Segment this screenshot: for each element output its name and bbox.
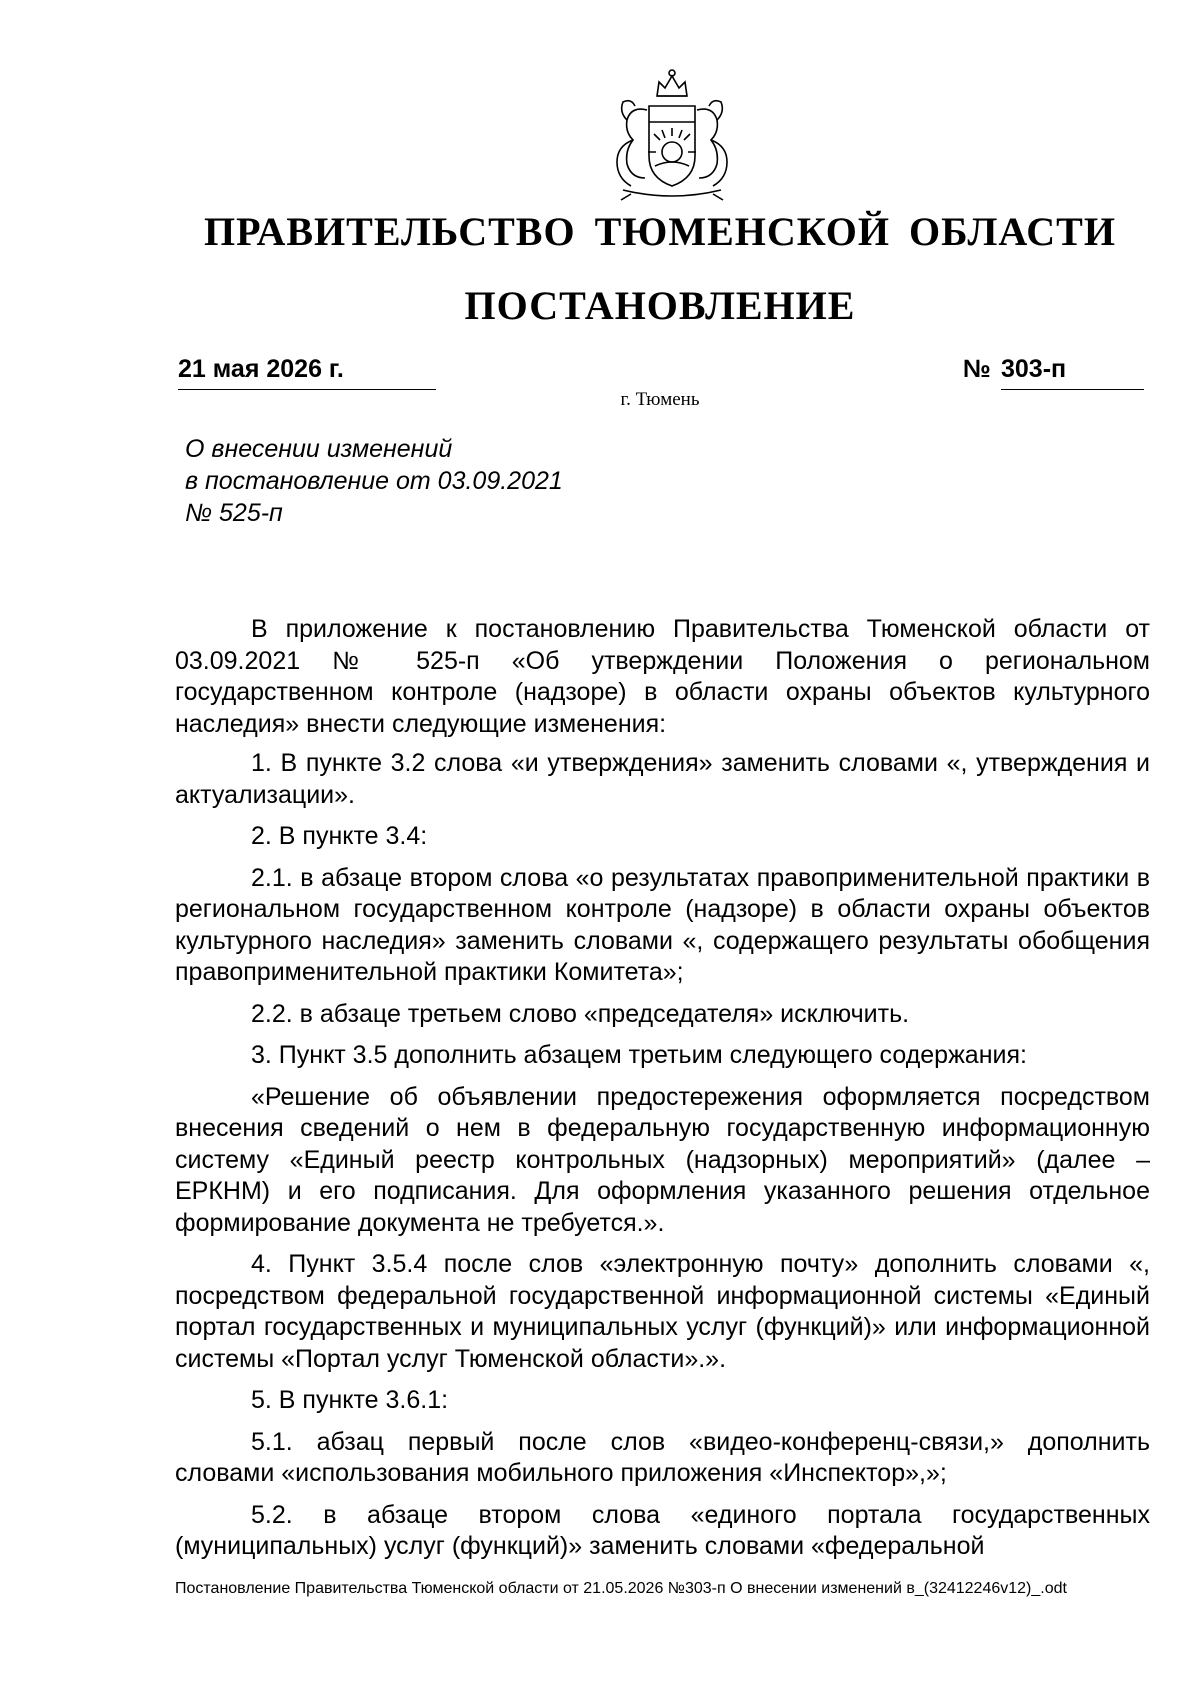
body-paragraph: 2.1. в абзаце втором слова «о результатах правоприменительной практики в региональном государственном контроле (надзоре) в области охраны объектов культурного наследия» заменить словами «, содержащего результаты обобщения правоприменительной практики Комитета»; [175,863,1150,986]
government-title: ПРАВИТЕЛЬСТВО ТЮМЕНСКОЙ ОБЛАСТИ [204,209,1116,254]
number-sign: № [963,355,991,383]
body-paragraph: 5.1. абзац первый после слов «видео-конференц-связи,» дополнить словами «использования мобильного приложения «Инспектор»,»; [175,1427,1150,1487]
body-paragraph: 2. В пункте 3.4: [251,822,428,850]
document-body [175,614,1150,1573]
document-date: 21 мая 2026 г. [178,355,436,390]
body-paragraph: 5.2. в абзаце втором слова «единого портала государственных (муниципальных) услуг (функций)» заменить словами «федеральной [175,1500,1150,1560]
body-paragraph: 4. Пункт 3.5.4 после слов «электронную почту» дополнить словами «, посредством федеральной государственной информационной системы «Единый портал государственных и муниципальных услуг (функций)» или информационной системы «Портал услуг Тюменской области».». [175,1250,1150,1373]
page-footer: Постановление Правительства Тюменской области от 21.05.2026 №303-п О внесении изменений в_(32412246v12)_.odt [175,1580,1067,1597]
document-number: 303-п [1001,355,1144,390]
subject-line: № 525-п [185,499,283,527]
body-paragraph: 3. Пункт 3.5 дополнить абзацем третьим следующего содержания: [251,1041,1027,1069]
body-paragraph: В приложение к постановлению Правительства Тюменской области от 03.09.2021 № 525-п «Об утверждении Положения о региональном государственном контроле (надзоре) в области охраны объектов культурного наследия» внести следующие изменения: [175,615,1150,738]
body-paragraph: 5. В пункте 3.6.1: [251,1386,449,1414]
document-subject [185,433,563,529]
document-type: ПОСТАНОВЛЕНИЕ [464,283,856,328]
body-paragraph: «Решение об объявлении предостережения оформляется посредством внесения сведений о нем в федеральную государственную информационную систему «Единый реестр контрольных (надзорных) мероприятий» (далее – ЕРКНМ) и его подписания. Для оформления указанного решения отдельное формирование документа не требуется.». [175,1082,1150,1237]
subject-line: в постановление от 03.09.2021 [185,467,563,495]
subject-line: О внесении изменений [185,435,453,463]
tyumen-region-coat-of-arms-icon [587,66,757,206]
city-label: г. Тюмень [620,389,700,410]
body-paragraph: 1. В пункте 3.2 слова «и утверждения» заменить словами «, утверждения и актуализации». [175,749,1150,809]
body-paragraph: 2.2. в абзаце третьем слово «председателя» исключить. [251,999,910,1028]
